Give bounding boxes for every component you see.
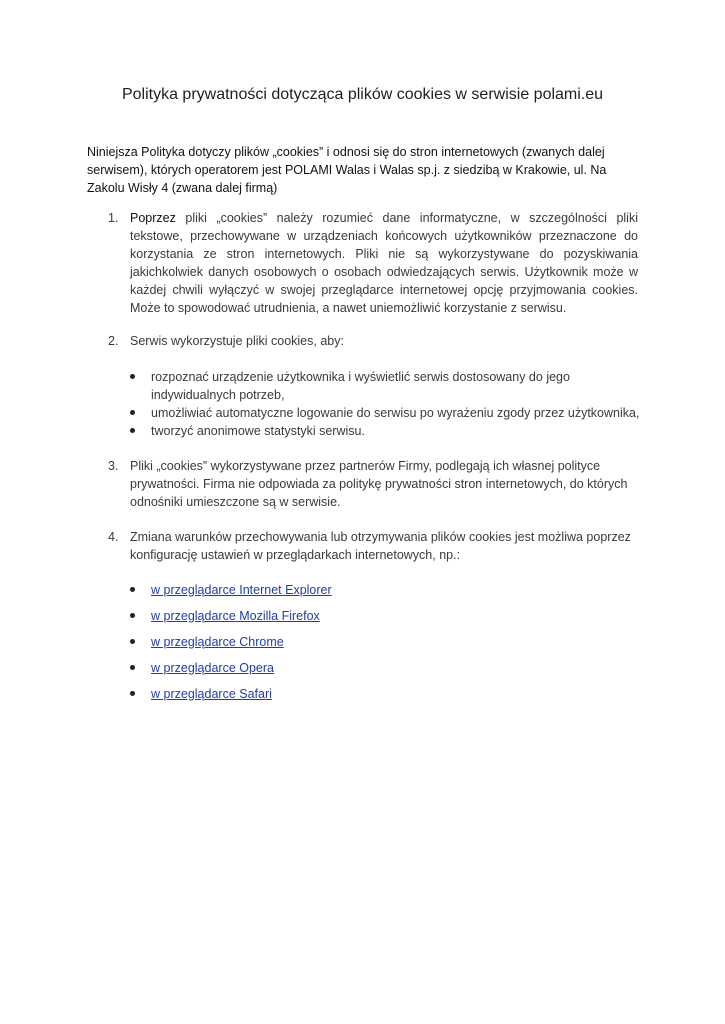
section-number: 1. xyxy=(108,211,119,225)
section-text xyxy=(130,209,638,317)
section-number: 3. xyxy=(108,459,119,473)
bullet-icon xyxy=(130,374,135,379)
list-item-text: tworzyć anonimowe statystyki serwisu. xyxy=(151,424,365,438)
bullet-icon xyxy=(130,691,135,696)
link-safari[interactable]: w przeglądarce Safari xyxy=(151,687,272,701)
list-item-text xyxy=(151,607,651,625)
link-mozilla-firefox[interactable]: w przeglądarce Mozilla Firefox xyxy=(151,609,320,623)
list-item-text: rozpoznać urządzenie użytkownika i wyświetlić serwis dostosowany do jego indywidualnych potrzeb, xyxy=(151,370,570,402)
intro-paragraph: Niniejsza Polityka dotyczy plików „cookies” i odnosi się do stron internetowych (zwanych dalej serwisem), których operatorem jest POLAMI Walas i Walas sp.j. z siedzibą w Krakowie, ul. Na Zakolu Wisły 4 (zwana dalej firmą) xyxy=(87,145,607,195)
list-item-text xyxy=(151,659,651,677)
bullet-icon xyxy=(130,428,135,433)
section-lead-word: Poprzez xyxy=(130,211,176,225)
link-chrome[interactable]: w przeglądarce Chrome xyxy=(151,635,284,649)
link-opera[interactable]: w przeglądarce Opera xyxy=(151,661,274,675)
bullet-icon xyxy=(130,639,135,644)
bullet-icon xyxy=(130,410,135,415)
list-item-text: umożliwiać automatyczne logowanie do serwisu po wyrażeniu zgody przez użytkownika, xyxy=(151,406,640,420)
section-body: pliki „cookies” należy rozumieć dane informatyczne, w szczególności pliki tekstowe, przechowywane w urządzeniach końcowych użytkowników przeznaczone do korzystania ze stron internetowych. Pliki nie są wykorzystywane do pozyskiwania jakichkolwiek danych osobowych o osobach odwiedzających serwis. Użytkownik może w każdej chwili wyłączyć w swojej przeglądarce internetowej opcję przyjmowania cookies. Może to spowodować utrudnienia, a nawet uniemożliwić korzystanie z serwisu. xyxy=(130,211,638,315)
bullet-icon xyxy=(130,613,135,618)
list-item-text xyxy=(151,685,651,703)
section-text: Pliki „cookies” wykorzystywane przez partnerów Firmy, podlegają ich własnej polityce prywatności. Firma nie odpowiada za politykę prywatności stron internetowych, do których odnośniki umieszczone są w serwisie. xyxy=(130,459,628,509)
bullet-icon xyxy=(130,587,135,592)
section-number: 2. xyxy=(108,334,119,348)
section-number: 4. xyxy=(108,530,119,544)
link-internet-explorer[interactable]: w przeglądarce Internet Explorer xyxy=(151,583,332,597)
list-item-text xyxy=(151,581,651,599)
section-text: Serwis wykorzystuje pliki cookies, aby: xyxy=(130,334,344,348)
bullet-icon xyxy=(130,665,135,670)
section-text: Zmiana warunków przechowywania lub otrzymywania plików cookies jest możliwa poprzez konfigurację ustawień w przeglądarkach internetowych, np.: xyxy=(130,530,631,562)
page-title: Polityka prywatności dotycząca plików cookies w serwisie polami.eu xyxy=(121,86,604,103)
list-item-text xyxy=(151,633,651,651)
